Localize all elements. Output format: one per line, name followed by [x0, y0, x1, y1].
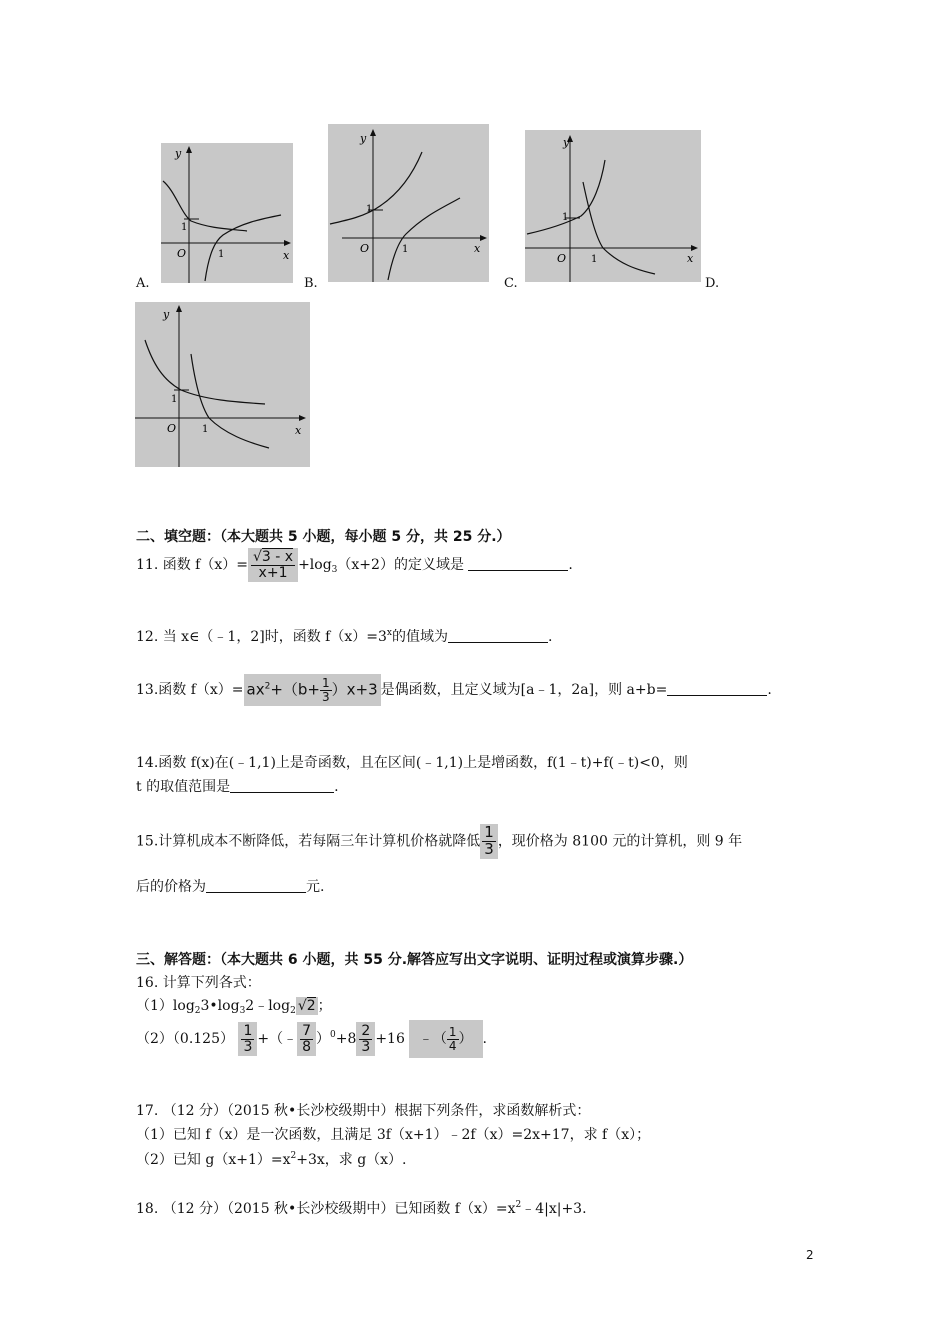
graph-b-x-one: 1: [402, 244, 409, 255]
graph-a-x-label: x: [283, 249, 290, 262]
q16-p2-n4: 1: [448, 1025, 457, 1039]
graph-c-origin-label: O: [557, 252, 567, 265]
q15-answer-blank[interactable]: [206, 878, 306, 893]
q16-p1-pre: （1）log: [136, 998, 195, 1014]
q16-p2-m4: +16: [375, 1031, 405, 1048]
q16-p2-n2: 7: [302, 1022, 312, 1039]
q16-p1-sqrt-body: 2: [306, 998, 316, 1014]
q13-post: 是偶函数，且定义域为[a﹣1，2a]，则 a+b=: [380, 682, 668, 699]
q11-sqrt-body: 3 - x: [261, 549, 294, 565]
question-14-line-1: 14.函数 f(x)在(﹣1,1)上是奇函数，且在区间(﹣1,1)上是增函数，f(1﹣t)+f(﹣t)<0，则: [136, 755, 688, 771]
q13-pre: 函数 f（x）=: [158, 682, 244, 699]
question-18: [136, 1198, 587, 1218]
q16-p2-m2: ）: [316, 1031, 331, 1048]
q16-p2-exp4: [409, 1020, 483, 1058]
q11-log: +log: [298, 557, 332, 574]
option-d-label: D.: [705, 276, 720, 291]
question-14-line-2: [136, 776, 339, 796]
q14-answer-blank[interactable]: [230, 778, 334, 793]
q16-p2-frac2: [297, 1022, 316, 1056]
q16-p2-exp1: [238, 1022, 257, 1056]
question-17-part-1: （1）已知 f（x）是一次函数，且满足 3f（x+1）﹣2f（x）=2x+17，求 f（x）；: [136, 1127, 651, 1143]
q16-p2-d2: 8: [302, 1038, 312, 1055]
q12-number: 12.: [136, 629, 159, 645]
q16-p2-pre: （2）（0.125）: [136, 1031, 234, 1048]
q13-f-b: +（b+: [270, 680, 321, 699]
graph-option-b: [328, 124, 489, 282]
graph-c-y-one: 1: [562, 212, 569, 223]
q13-end: .: [767, 682, 772, 699]
q16-p2-end: .: [482, 1031, 487, 1048]
q13-answer-blank[interactable]: [667, 681, 767, 696]
q16-p2-exp3: [356, 1022, 375, 1056]
q14-end: .: [334, 779, 339, 795]
question-13: [136, 674, 772, 706]
q15-fraction: [480, 824, 498, 859]
graph-c-y-label: y: [563, 136, 570, 149]
graph-option-a: [161, 143, 293, 283]
question-11: [136, 548, 573, 582]
q13-number: 13.: [136, 682, 159, 699]
q15-pre: 15.计算机成本不断降低，若每隔三年计算机价格就降低: [136, 833, 481, 850]
question-16-part-2: [136, 1020, 487, 1058]
q12-pre: 当 x∈（﹣1，2]时，函数 f（x）=3: [162, 629, 387, 645]
question-12: [136, 626, 552, 646]
q12-answer-blank[interactable]: [448, 628, 548, 643]
graph-d-x-one: 1: [202, 424, 209, 435]
q15-line2-post: 元.: [306, 879, 325, 895]
graph-c-x-label: x: [687, 252, 694, 265]
q13-f-num: 1: [322, 676, 330, 690]
option-b-label: B.: [304, 276, 318, 291]
q13-f-c: ）x+3: [331, 680, 378, 699]
q18-post: ﹣4|x|+3.: [521, 1201, 587, 1217]
option-c-label: C.: [504, 276, 518, 291]
q16-p2-d3: 3: [361, 1038, 371, 1055]
q13-f-a: ax: [246, 680, 265, 699]
q16-p2-e-pre: ﹣（: [418, 1031, 447, 1048]
q15-line2-pre: 后的价格为: [136, 879, 206, 895]
q11-answer-blank[interactable]: [468, 556, 568, 571]
graph-d-origin-label: O: [167, 422, 177, 435]
q16-p1-b3: 2: [290, 1006, 296, 1016]
q11-formula: $\frac{√3 - x}{x+1}$: [248, 548, 298, 582]
graph-d-y-label: y: [163, 308, 170, 321]
q13-f-sq: 2: [264, 681, 271, 692]
question-15-line-2: [136, 876, 324, 896]
page-number: 2: [806, 1248, 814, 1262]
q11-post: （x+2）的定义域是: [337, 557, 464, 574]
q16-p2-n3: 2: [361, 1022, 371, 1039]
q16-p1-m2: 2﹣log: [245, 998, 291, 1014]
graph-option-d: [135, 302, 310, 467]
q13-f-den: 3: [322, 689, 330, 704]
q16-p2-e-post: ）: [458, 1031, 473, 1048]
q18-sq: 2: [515, 1200, 522, 1210]
graph-a-x-one: 1: [218, 249, 225, 260]
q16-p2-n1: 1: [243, 1022, 253, 1039]
q16-p1-b1: 2: [194, 1006, 201, 1016]
question-15-line-1: [136, 824, 742, 859]
option-a-label: A.: [136, 276, 150, 291]
graph-a-y-label: y: [175, 147, 182, 160]
section-3-title: 三、解答题：（本大题共 6 小题，共 55 分.解答应写出文字说明、证明过程或演算步骤.）: [136, 952, 693, 968]
graph-b-origin-label: O: [360, 242, 370, 255]
question-16-title: 16. 计算下列各式：: [136, 975, 261, 991]
q13-formula: [244, 674, 381, 706]
q17-p2-pre: （2）已知 g（x+1）=x: [136, 1152, 291, 1168]
q15-post: ，现价格为 8100 元的计算机，则 9 年: [497, 833, 743, 850]
question-17-part-2: [136, 1149, 407, 1169]
graph-a-origin-label: O: [177, 247, 187, 260]
q15-num: 1: [484, 823, 494, 841]
graph-b-x-label: x: [474, 242, 481, 255]
q18-pre: 18. （12 分）（2015 秋•长沙校级期中）已知函数 f（x）=x: [136, 1201, 516, 1217]
graph-a-y-one: 1: [181, 222, 188, 233]
q16-p2-d4: 4: [448, 1038, 457, 1053]
q14-line2-pre: t 的取值范围是: [136, 779, 231, 795]
q16-p2-exp0: 0: [330, 1030, 336, 1041]
q12-exponent: x: [386, 628, 392, 638]
q16-p1-end: ；: [317, 998, 332, 1014]
graph-b-y-one: 1: [366, 204, 373, 215]
graph-c-x-one: 1: [591, 254, 598, 265]
graph-d-x-label: x: [295, 424, 302, 437]
q15-den: 3: [484, 839, 494, 858]
q11-end: .: [568, 557, 573, 574]
q16-p1-m1: 3•log: [200, 998, 240, 1014]
q16-p1-sqrt: √2: [297, 998, 316, 1014]
q12-post: 的值域为: [391, 629, 448, 645]
graph-b-y-label: y: [360, 132, 367, 145]
q12-end: .: [547, 629, 553, 645]
q16-p2-m1: +（﹣: [257, 1031, 298, 1048]
q16-p2-d1: 3: [243, 1038, 253, 1055]
graph-option-c: [525, 130, 701, 282]
q11-number: 11.: [136, 557, 159, 574]
q17-p2-post: +3x，求 g（x）.: [296, 1152, 407, 1168]
q17-p2-sq: 2: [290, 1151, 297, 1161]
q11-log-base: 3: [331, 565, 338, 576]
question-17-title: 17. （12 分）（2015 秋•长沙校级期中）根据下列条件，求函数解析式：: [136, 1103, 591, 1119]
q16-p2-m3: +8: [335, 1031, 357, 1048]
q11-pre: 函数 f（x）=: [162, 557, 248, 574]
question-16-part-1: [136, 995, 332, 1016]
section-2-title: 二、填空题：（本大题共 5 小题，每小题 5 分，共 25 分.）: [136, 529, 511, 545]
q11-denominator: x+1: [258, 564, 288, 581]
graph-d-y-one: 1: [171, 394, 178, 405]
q16-p1-b2: 3: [239, 1006, 246, 1016]
